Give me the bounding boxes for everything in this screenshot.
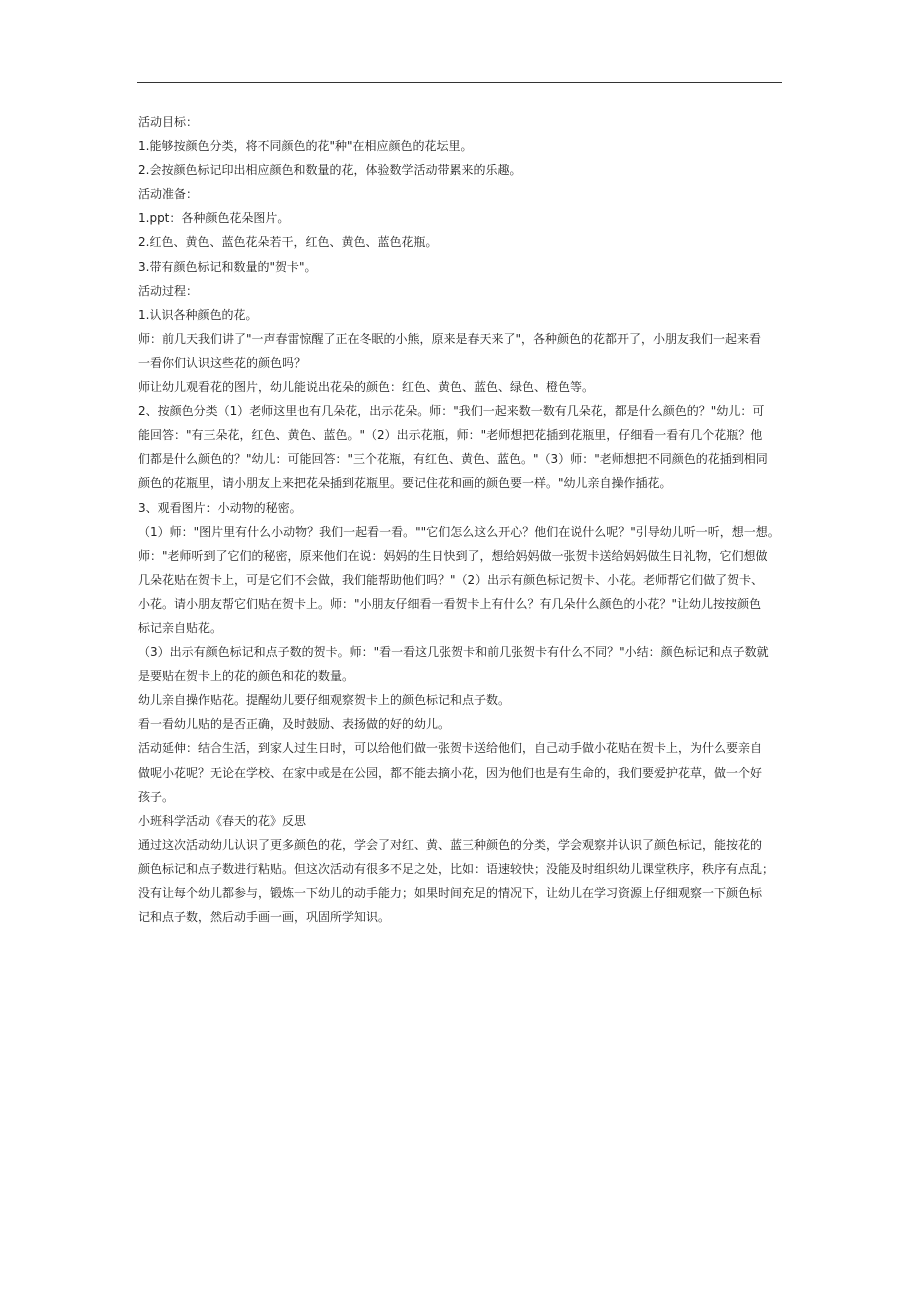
paragraph-line: （1）师："图片里有什么小动物？我们一起看一看。""它们怎么这么开心？他们在说什么呢？"引导幼儿听一听，想一想。 bbox=[138, 524, 780, 539]
paragraph-line: 师："老师听到了它们的秘密，原来他们在说：妈妈的生日快到了，想给妈妈做一张贺卡送给妈妈做生日礼物，它们想做 bbox=[138, 548, 768, 563]
paragraph-line: 没有让每个幼儿都参与，锻炼一下幼儿的动手能力；如果时间充足的情况下，让幼儿在学习资源上仔细观察一下颜色标 bbox=[138, 886, 763, 900]
paragraph-line: 能回答："有三朵花，红色、黄色、蓝色。"（2）出示花瓶，师："老师想把花插到花瓶里，仔细看一看有几个花瓶？他 bbox=[138, 428, 763, 443]
paragraph-line: 1.能够按颜色分类，将不同颜色的花"种"在相应颜色的花坛里。 bbox=[138, 139, 473, 154]
paragraph-line: 1.ppt：各种颜色花朵图片。 bbox=[138, 211, 290, 226]
paragraph-line: 通过这次活动幼儿认识了更多颜色的花，学会了对红、黄、蓝三种颜色的分类，学会观察并认识了颜色标记，能按花的 bbox=[138, 837, 763, 852]
document-body bbox=[138, 110, 783, 929]
paragraph-line: 一看你们认识这些花的颜色吗？ bbox=[138, 355, 307, 370]
paragraph-line: 3、观看图片：小动物的秘密。 bbox=[138, 500, 302, 515]
paragraph-line: 记和点子数，然后动手画一画，巩固所学知识。 bbox=[138, 910, 391, 925]
paragraph-line: 们都是什么颜色的？"幼儿：可能回答："三个花瓶，有红色、黄色、蓝色。"（3）师："老师想把不同颜色的花插到相同 bbox=[138, 452, 768, 467]
paragraph-line: 活动延伸：结合生活，到家人过生日时，可以给他们做一张贺卡送给他们，自己动手做小花贴在贺卡上，为什么要亲自 bbox=[138, 741, 763, 756]
paragraph-line: 小花。请小朋友帮它们贴在贺卡上。师："小朋友仔细看一看贺卡上有什么？有几朵什么颜色的小花？"让幼儿按按颜色 bbox=[138, 596, 762, 611]
paragraph-line: 颜色的花瓶里，请小朋友上来把花朵插到花瓶里。要记住花和画的颜色要一样。"幼儿亲自操作插花。 bbox=[138, 476, 672, 491]
section-heading-preparation: 活动准备： bbox=[138, 187, 199, 202]
paragraph-line: 3.带有颜色标记和数量的"贺卡"。 bbox=[138, 259, 317, 274]
reflection-title: 小班科学活动《春天的花》反思 bbox=[138, 813, 307, 828]
paragraph-line: 孩子。 bbox=[138, 789, 175, 804]
paragraph-line: （3）出示有颜色标记和点子数的贺卡。师："看一看这几张贺卡和前几张贺卡有什么不同？"小结：颜色标记和点子数就 bbox=[138, 645, 769, 660]
paragraph-line: 2、按颜色分类（1）老师这里也有几朵花，出示花朵。师："我们一起来数一数有几朵花，都是什么颜色的？"幼儿：可 bbox=[138, 404, 765, 419]
section-heading-goals: 活动目标： bbox=[138, 115, 199, 129]
paragraph-line: 做呢小花呢？无论在学校、在家中或是在公园，都不能去摘小花，因为他们也是有生命的，我们要爱护花草，做一个好 bbox=[138, 765, 763, 780]
paragraph-line: 看一看幼儿贴的是否正确，及时鼓励、表扬做的好的幼儿。 bbox=[138, 717, 451, 732]
paragraph-line: 2.会按颜色标记印出相应颜色和数量的花，体验数学活动带累来的乐趣。 bbox=[138, 163, 522, 178]
paragraph-line: 师：前几天我们讲了"一声春雷惊醒了正在冬眠的小熊，原来是春天来了"，各种颜色的花都开了，小朋友我们一起来看 bbox=[138, 331, 762, 346]
header-rule bbox=[137, 82, 782, 83]
section-heading-process: 活动过程： bbox=[138, 283, 199, 298]
paragraph-line: 颜色标记和点子数进行粘贴。但这次活动有很多不足之处，比如：语速较快；没能及时组织幼儿课堂秩序，秩序有点乱； bbox=[138, 861, 775, 876]
paragraph-line: 是要贴在贺卡上的花的颜色和花的数量。 bbox=[138, 669, 355, 684]
paragraph-line: 标记亲自贴花。 bbox=[138, 620, 223, 635]
paragraph-line: 1.认识各种颜色的花。 bbox=[138, 307, 258, 322]
paragraph-line: 2.红色、黄色、蓝色花朵若干，红色、黄色、蓝色花瓶。 bbox=[138, 235, 438, 250]
paragraph-line: 幼儿亲自操作贴花。提醒幼儿要仔细观察贺卡上的颜色标记和点子数。 bbox=[138, 693, 511, 708]
paragraph-line: 几朵花贴在贺卡上，可是它们不会做，我们能帮助他们吗？"（2）出示有颜色标记贺卡、小花。老师帮它们做了贺卡、 bbox=[138, 572, 764, 587]
paragraph-line: 师让幼儿观看花的图片，幼儿能说出花朵的颜色：红色、黄色、蓝色、绿色、橙色等。 bbox=[138, 380, 595, 395]
